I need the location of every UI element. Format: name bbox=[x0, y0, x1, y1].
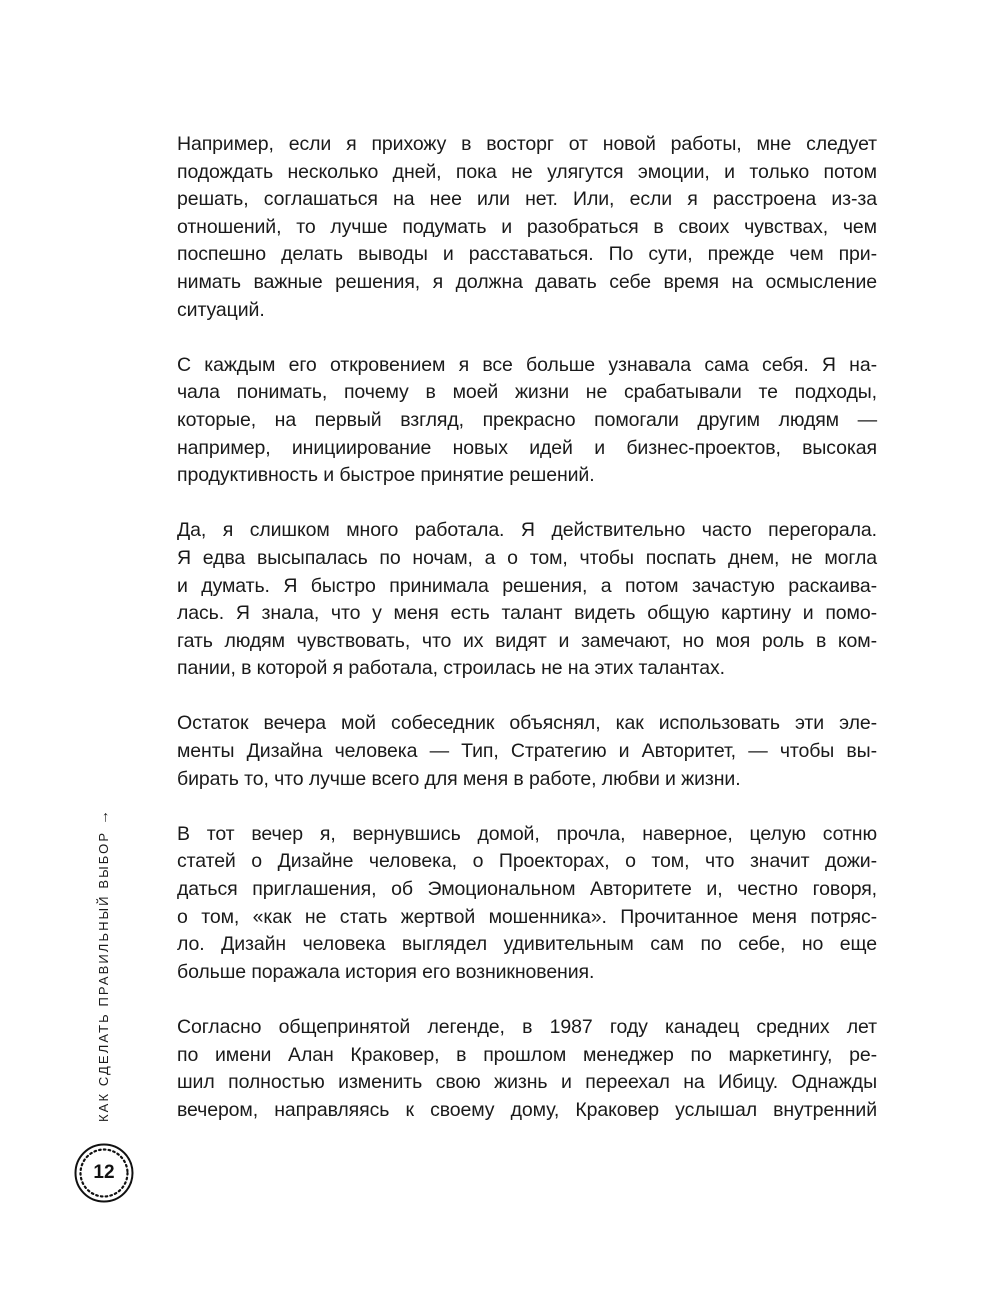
text-line: нимать важные решения, я должна давать себе время на осмысление bbox=[177, 270, 877, 293]
text-line: статей о Дизайне человека, о Проекторах, о том, что значит дожи- bbox=[177, 850, 877, 873]
text-line: ситуаций. bbox=[177, 298, 265, 321]
chapter-title: КАК СДЕЛАТЬ ПРАВИЛЬНЫЙ ВЫБОР bbox=[96, 830, 111, 1122]
text-line: решать, соглашаться на нее или нет. Или, если я расстроена из-за bbox=[177, 188, 877, 211]
text-line: гать людям чувствовать, что их видят и замечают, но моя роль в ком- bbox=[177, 629, 877, 652]
text-line: Я едва высыпалась по ночам, а о том, чтобы поспать днем, не могла bbox=[177, 546, 877, 569]
text-line: Согласно общепринятой легенде, в 1987 году канадец средних лет bbox=[177, 1016, 877, 1038]
text-line: вечером, направляясь к своему дому, Краковер услышал внутренний bbox=[177, 1098, 877, 1121]
paragraph-4 bbox=[177, 710, 877, 793]
text-line: Да, я слишком много работала. Я действительно часто перегорала. bbox=[177, 519, 877, 542]
text-line: менты Дизайна человека — Тип, Стратегию и Авторитет, — чтобы вы- bbox=[177, 740, 877, 763]
page-number: 12 bbox=[93, 1162, 115, 1183]
text-line: Остаток вечера мой собеседник объяснял, как использовать эти эле- bbox=[177, 712, 877, 735]
arrow-right-icon: → bbox=[95, 809, 112, 825]
paragraph-1 bbox=[177, 131, 877, 324]
text-line: шил полностью изменить свою жизнь и переехал на Ибицу. Однажды bbox=[177, 1071, 877, 1094]
text-line: например, инициирование новых идей и бизнес-проектов, высокая bbox=[177, 436, 877, 459]
text-line: лась. Я знала, что у меня есть талант видеть общую картину и помо- bbox=[177, 602, 877, 625]
text-line: и думать. Я быстро принимала решения, а потом зачастую раскаива- bbox=[177, 574, 877, 597]
text-line: отношений, то лучше подумать и разобраться в своих чувствах, чем bbox=[177, 215, 877, 238]
text-line: бирать то, что лучше всего для меня в работе, любви и жизни. bbox=[177, 767, 741, 790]
text-line: продуктивность и быстрое принятие решений. bbox=[177, 464, 595, 487]
text-line: больше поражала история его возникновения. bbox=[177, 960, 595, 983]
text-line: В тот вечер я, вернувшись домой, прочла, наверное, целую сотню bbox=[177, 822, 877, 845]
page-number-badge bbox=[74, 1143, 134, 1203]
chapter-side-label bbox=[95, 810, 112, 1122]
text-line: ло. Дизайн человека выглядел удивительным сам по себе, но еще bbox=[177, 933, 877, 956]
paragraph-2 bbox=[177, 352, 877, 490]
text-line: пании, в которой я работала, строилась не на этих талантах. bbox=[177, 657, 725, 680]
text-line: о том, «как не стать жертвой мошенника». Прочитанное меня потряс- bbox=[177, 905, 877, 928]
text-line: чала понимать, почему в моей жизни не срабатывали те подходы, bbox=[177, 381, 877, 404]
paragraph-3 bbox=[177, 517, 877, 683]
text-line: даться приглашения, об Эмоциональном Авторитете и, честно говоря, bbox=[177, 878, 877, 901]
paragraph-5 bbox=[177, 821, 877, 987]
text-line: Например, если я прихожу в восторг от новой работы, мне следует bbox=[177, 133, 877, 155]
text-line: по имени Алан Краковер, в прошлом менеджер по маркетингу, ре- bbox=[177, 1043, 877, 1066]
text-line: подождать несколько дней, пока не улягутся эмоции, и только потом bbox=[177, 160, 877, 183]
text-line: С каждым его откровением я все больше узнавала сама себя. Я на- bbox=[177, 353, 877, 376]
text-line: которые, на первый взгляд, прекрасно помогали другим людям — bbox=[177, 408, 877, 431]
text-line: поспешно делать выводы и расставаться. По сути, прежде чем при- bbox=[177, 243, 877, 266]
body-text bbox=[177, 131, 877, 1152]
paragraph-6 bbox=[177, 1014, 877, 1124]
